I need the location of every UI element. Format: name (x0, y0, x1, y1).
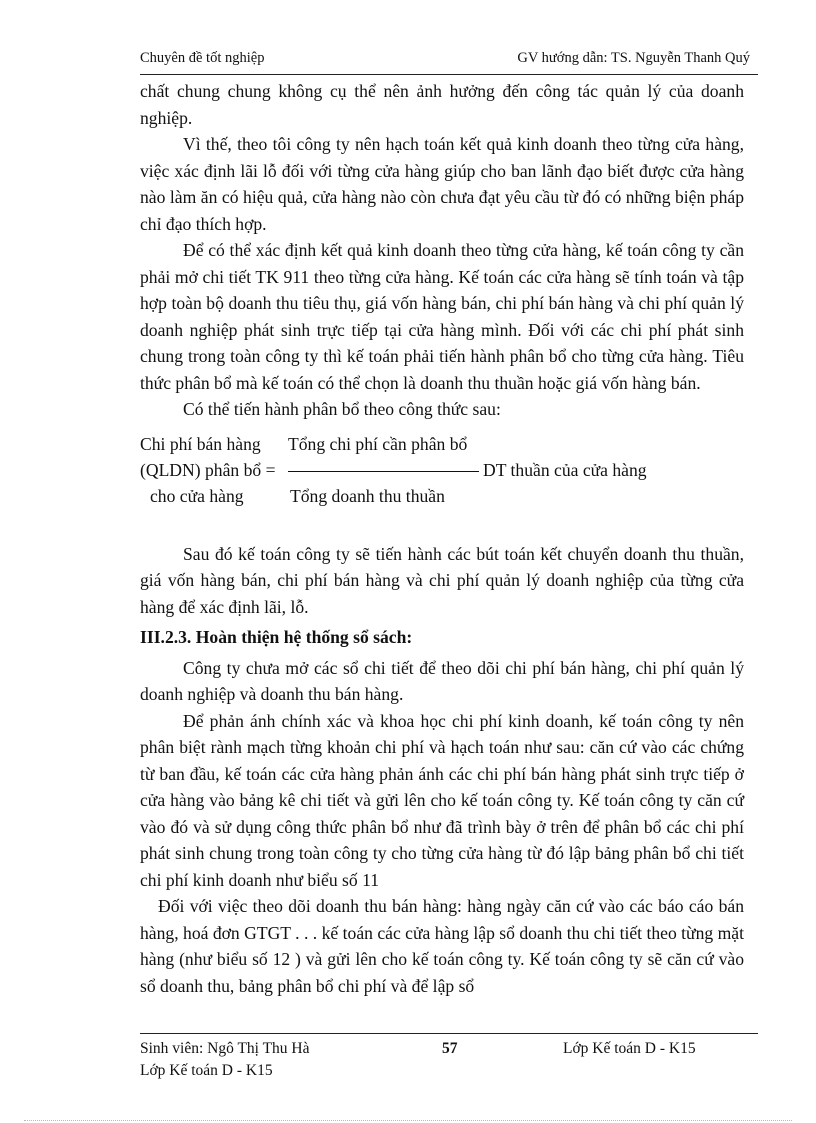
paragraph: Đối với việc theo dõi doanh thu bán hàng: hàng ngày căn cứ vào các báo cáo bán hàng, hoá đơn GTGT . . . kế toán các cửa hàng lập sổ doanh thu chi tiết theo từng mặt hàng (như biểu số 12 ) và gửi lên cho kế toán công ty. Kế toán công ty sẽ căn cứ vào sổ doanh thu, bảng phân bổ chi phí và để lập sổ (140, 896, 744, 996)
paragraph: Để phản ánh chính xác và khoa học chi phí kinh doanh, kế toán công ty nên phân biệt rành mạch từng khoản chi phí và hạch toán như sau: căn cứ vào các chứng từ ban đầu, kế toán các cửa hàng phản ánh các chi phí bán hàng phát sinh trực tiếp ở cửa hàng vào bảng kê chi tiết và gửi lên cho kế toán công ty. Kế toán công ty căn cứ vào đó và sử dụng công thức phân bổ như đã trình bày ở trên để phân bổ các chi phí phát sinh chung trong toàn công ty cho từng cửa hàng từ đó lập bảng phân bổ chi tiết chi phí kinh doanh như biểu số 11 (140, 710, 744, 890)
formula-label-line3: cho cửa hàng (150, 485, 244, 506)
spacer (140, 519, 744, 541)
formula-label-line2: (QLDN) phân bổ = (140, 459, 276, 480)
header-supervisor: GV hướng dẫn: TS. Nguyễn Thanh Quý (517, 50, 750, 66)
paragraph: Công ty chưa mở các sổ chi tiết để theo dõi chi phí bán hàng, chi phí quản lý doanh nghiệp và doanh thu bán hàng. (140, 657, 744, 704)
formula-multiplier: DT thuần của cửa hàng (483, 459, 647, 480)
paragraph: Có thể tiến hành phân bổ theo công thức sau: (183, 399, 501, 419)
paragraph: Sau đó kế toán công ty sẽ tiến hành các bút toán kết chuyển doanh thu thuần, giá vốn hàng bán, chi phí bán hàng và chi phí quản lý doanh nghiệp của từng cửa hàng để xác định lãi, lỗ. (140, 543, 744, 617)
header-thesis-title: Chuyên đề tốt nghiệp (140, 50, 265, 66)
fraction-bar (288, 471, 479, 472)
formula-label-line1: Chi phí bán hàng (140, 433, 261, 454)
page-body (140, 78, 744, 999)
page-number: 57 (442, 1040, 458, 1057)
footer-rule (140, 1033, 758, 1034)
allocation-formula (140, 433, 744, 519)
page-edge-divider (24, 1120, 792, 1121)
header-rule (140, 74, 758, 75)
page-header (140, 50, 758, 70)
footer-class-left: Lớp Kế toán D - K15 (140, 1062, 273, 1079)
footer-class-right: Lớp Kế toán D - K15 (563, 1040, 696, 1057)
formula-denominator: Tổng doanh thu thuần (290, 485, 445, 506)
paragraph-continuation: chất chung chung không cụ thể nên ảnh hưởng đến công tác quản lý của doanh nghiệp. (140, 81, 744, 128)
formula-numerator: Tổng chi phí cần phân bổ (288, 433, 468, 454)
paragraph: Vì thế, theo tôi công ty nên hạch toán kết quả kinh doanh theo từng cửa hàng, việc xác định lãi lỗ đối với từng cửa hàng giúp cho ban lãnh đạo biết được cửa hàng nào làm ăn có hiệu quả, cửa hàng nào còn chưa đạt yêu cầu từ đó có những biện pháp chỉ đạo thích hợp. (140, 134, 744, 234)
section-heading: III.2.3. Hoàn thiện hệ thống sổ sách: (140, 627, 413, 647)
footer-student-name: Sinh viên: Ngô Thị Thu Hà (140, 1040, 310, 1057)
paragraph: Để có thể xác định kết quả kinh doanh theo từng cửa hàng, kế toán công ty cần phải mở chi tiết TK 911 theo từng cửa hàng. Kế toán các cửa hàng sẽ tính toán và tập hợp toàn bộ doanh thu tiêu thụ, giá vốn hàng bán, chi phí bán hàng và chi phí quản lý doanh nghiệp phát sinh trực tiếp tại cửa hàng mình. Đối với các chi phí phát sinh chung trong toàn công ty thì kế toán phải tiến hành phân bổ cho từng cửa hàng. Tiêu thức phân bổ mà kế toán có thể chọn là doanh thu thuần hoặc giá vốn hàng bán. (140, 240, 744, 393)
